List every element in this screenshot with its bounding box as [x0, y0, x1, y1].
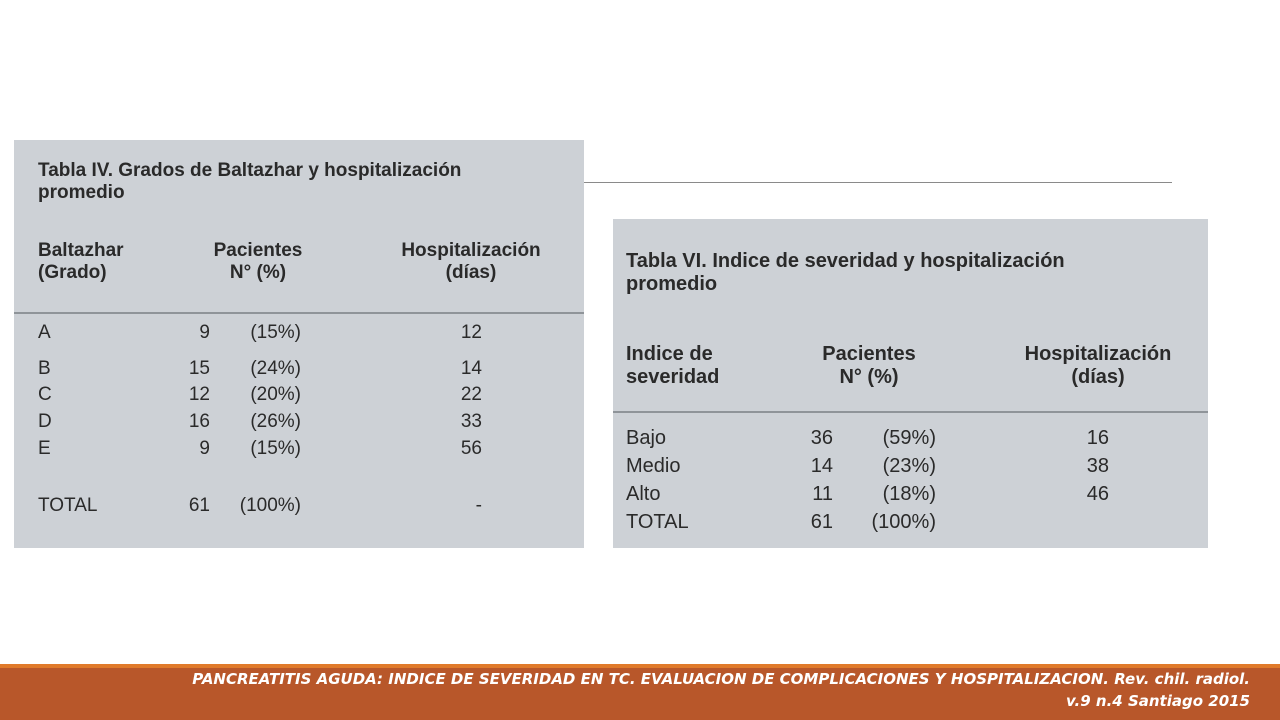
table-iv-row-days: 22	[460, 384, 482, 405]
table-iv-col-patients: Pacientes N° (%)	[213, 240, 303, 283]
table-iv-row-days: 12	[460, 322, 482, 343]
table-vi-row-n: 36	[810, 427, 833, 449]
table-iv-row-label: B	[38, 358, 51, 379]
table-vi-row-label: TOTAL	[626, 511, 689, 533]
table-vi-col-hospitalization: Hospitalización (días)	[1024, 343, 1172, 388]
table-vi-col-patients: Pacientes N° (%)	[822, 343, 916, 388]
table-iv-row-label: D	[38, 411, 52, 432]
table-iv-row-pct: (15%)	[250, 438, 301, 459]
table-vi-row-pct: (23%)	[882, 455, 936, 477]
table-iv-row-n: 61	[188, 495, 210, 516]
table-iv-row-pct: (100%)	[239, 495, 301, 516]
table-iv-row-label: C	[38, 384, 52, 405]
table-iv-row-n: 9	[199, 322, 210, 343]
horizontal-rule	[582, 182, 1172, 183]
table-iv-row-days: 14	[460, 358, 482, 379]
table-vi-row-label: Bajo	[626, 427, 667, 449]
table-vi-image	[613, 219, 1208, 548]
table-iv-row-label: E	[38, 438, 51, 459]
footer-citation: PANCREATITIS AGUDA: INDICE DE SEVERIDAD EN TC. EVALUACION DE COMPLICACIONES Y HOSPITALIZACION. Rev. chil. radiol. v.9 n.4 Santiago 2015	[192, 670, 1250, 710]
table-iv-row-days: 33	[460, 411, 482, 432]
table-iv-row-n: 12	[188, 384, 210, 405]
table-vi-row-days: 46	[1086, 483, 1109, 505]
table-vi-title: Tabla VI. Indice de severidad y hospitalización promedio	[626, 250, 1065, 295]
table-iv-col-hospitalization: Hospitalización (días)	[401, 240, 541, 283]
table-iv-row-pct: (20%)	[250, 384, 301, 405]
footer-bar	[0, 668, 1280, 720]
table-vi-row-pct: (59%)	[882, 427, 936, 449]
table-vi-row-label: Medio	[626, 455, 681, 477]
table-iv-row-pct: (15%)	[250, 322, 301, 343]
table-iv-row-label: A	[38, 322, 51, 343]
table-vi-row-days: 16	[1086, 427, 1109, 449]
table-vi-row-label: Alto	[626, 483, 661, 505]
table-vi-row-days: 38	[1086, 455, 1109, 477]
table-iv-row-label: TOTAL	[38, 495, 98, 516]
table-iv-row-n: 16	[188, 411, 210, 432]
table-iv-row-pct: (24%)	[250, 358, 301, 379]
table-vi-row-n: 11	[812, 483, 833, 505]
table-vi-row-n: 14	[810, 455, 833, 477]
table-iv-row-days: 56	[460, 438, 482, 459]
table-iv-title: Tabla IV. Grados de Baltazhar y hospitalización promedio	[38, 160, 462, 203]
table-vi-row-pct: (100%)	[871, 511, 936, 533]
table-iv-row-n: 9	[199, 438, 210, 459]
table-vi-row-pct: (18%)	[882, 483, 936, 505]
table-iv-image	[14, 140, 584, 548]
table-iv-row-pct: (26%)	[250, 411, 301, 432]
table-vi-row-n: 61	[810, 511, 833, 533]
table-vi-col-index: Indice de severidad	[626, 343, 720, 388]
table-vi-divider	[613, 411, 1208, 413]
table-iv-row-n: 15	[188, 358, 210, 379]
table-iv-divider	[14, 312, 584, 314]
table-iv-row-days: -	[475, 495, 482, 516]
table-iv-col-grade: Baltazhar (Grado)	[38, 240, 124, 283]
